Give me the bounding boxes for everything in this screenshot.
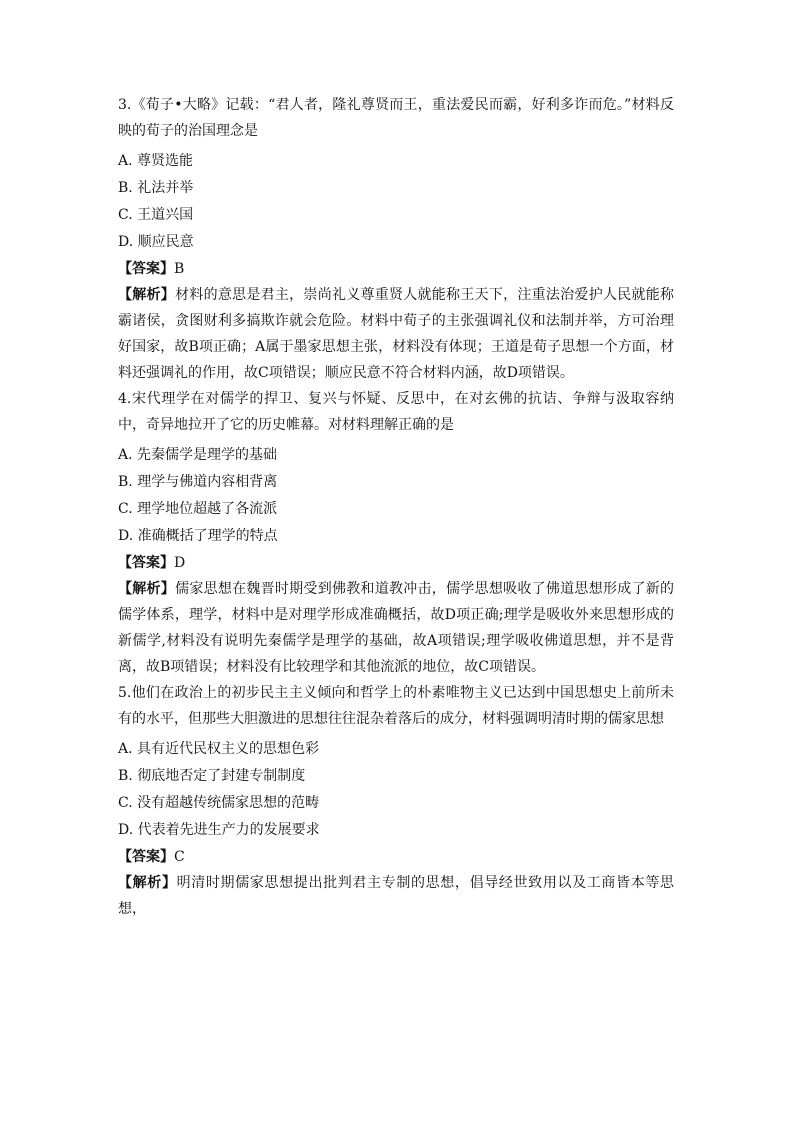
document-page [118,92,674,922]
explanation [118,576,674,680]
option-d: D. 顺应民意 [118,234,194,250]
question-stem: 5.他们在政治上的初步民主主义倾向和哲学上的朴素唯物主义已达到中国思想史上前所未有的水平，但那些大胆激进的思想往往混杂着落后的成分，材料强调明清时期的儒家思想 [118,685,674,727]
explanation-text: 明清时期儒家思想提出批判君主专制的思想，倡导经世致用以及工商皆本等思想， [118,875,675,917]
explanation-label: 【解析】 [118,287,176,303]
question-stem: 3.《荀子•大略》记载：“君人者，隆礼尊贤而王，重法爱民而霸，好利多诈而危。”材料反映的荀子的治国理念是 [118,97,674,139]
option-d: D. 代表着先进生产力的发展要求 [118,822,320,838]
answer-label: 【答案】 [118,849,174,865]
option-b: B. 彻底地否定了封建专制制度 [118,768,306,784]
answer-value: D [174,555,186,571]
answer-value: B [174,261,185,277]
answer-line [118,256,674,282]
explanation-text: 儒家思想在魏晋时期受到佛教和道教冲击，儒学思想吸收了佛道思想形成了新的儒学体系，理学，材料中是对理学形成准确概括，故D项正确;理学是吸收外来思想形成的新儒学,材料没有说明先秦儒学是理学的基础，故A项错误;理学吸收佛道思想，并不是背离，故B项错误；材料没有比较理学和其他流派的地位，故C项错误。 [118,581,675,675]
option-a: A. 尊贤选能 [118,153,194,169]
question-5 [118,680,674,922]
option-b: B. 礼法并举 [118,180,194,196]
option-d: D. 准确概括了理学的特点 [118,528,278,544]
answer-line [118,844,674,870]
explanation-text: 材料的意思是君主，崇尚礼义尊重贤人就能称王天下，注重法治爱护人民就能称霸诸侯，贪图财利多搞欺诈就会危险。材料中荀子的主张强调礼仪和法制并举，方可治理好国家，故B项正确；A属于墨家思想主张，材料没有体现；王道是荀子思想一个方面，材料还强调礼的作用，故C项错误；顺应民意不符合材料内涵，故D项错误。 [118,287,675,381]
answer-value: C [174,849,185,865]
option-a: A. 先秦儒学是理学的基础 [118,447,278,463]
option-c: C. 理学地位超越了各流派 [118,501,278,517]
explanation-label: 【解析】 [118,581,176,597]
answer-label: 【答案】 [118,555,174,571]
option-c: C. 没有超越传统儒家思想的范畴 [118,795,320,811]
answer-label: 【答案】 [118,261,174,277]
explanation-label: 【解析】 [118,875,177,891]
question-3 [118,92,674,386]
explanation [118,870,674,922]
option-a: A. 具有近代民权主义的思想色彩 [118,741,320,757]
explanation [118,282,674,386]
question-4 [118,386,674,680]
option-c: C. 王道兴国 [118,207,194,223]
option-b: B. 理学与佛道内容相背离 [118,474,278,490]
question-stem: 4.宋代理学在对儒学的捍卫、复兴与怀疑、反思中，在对玄佛的抗诘、争辩与汲取容纳中，奇异地拉开了它的历史帷幕。对材料理解正确的是 [118,391,674,433]
answer-line [118,550,674,576]
